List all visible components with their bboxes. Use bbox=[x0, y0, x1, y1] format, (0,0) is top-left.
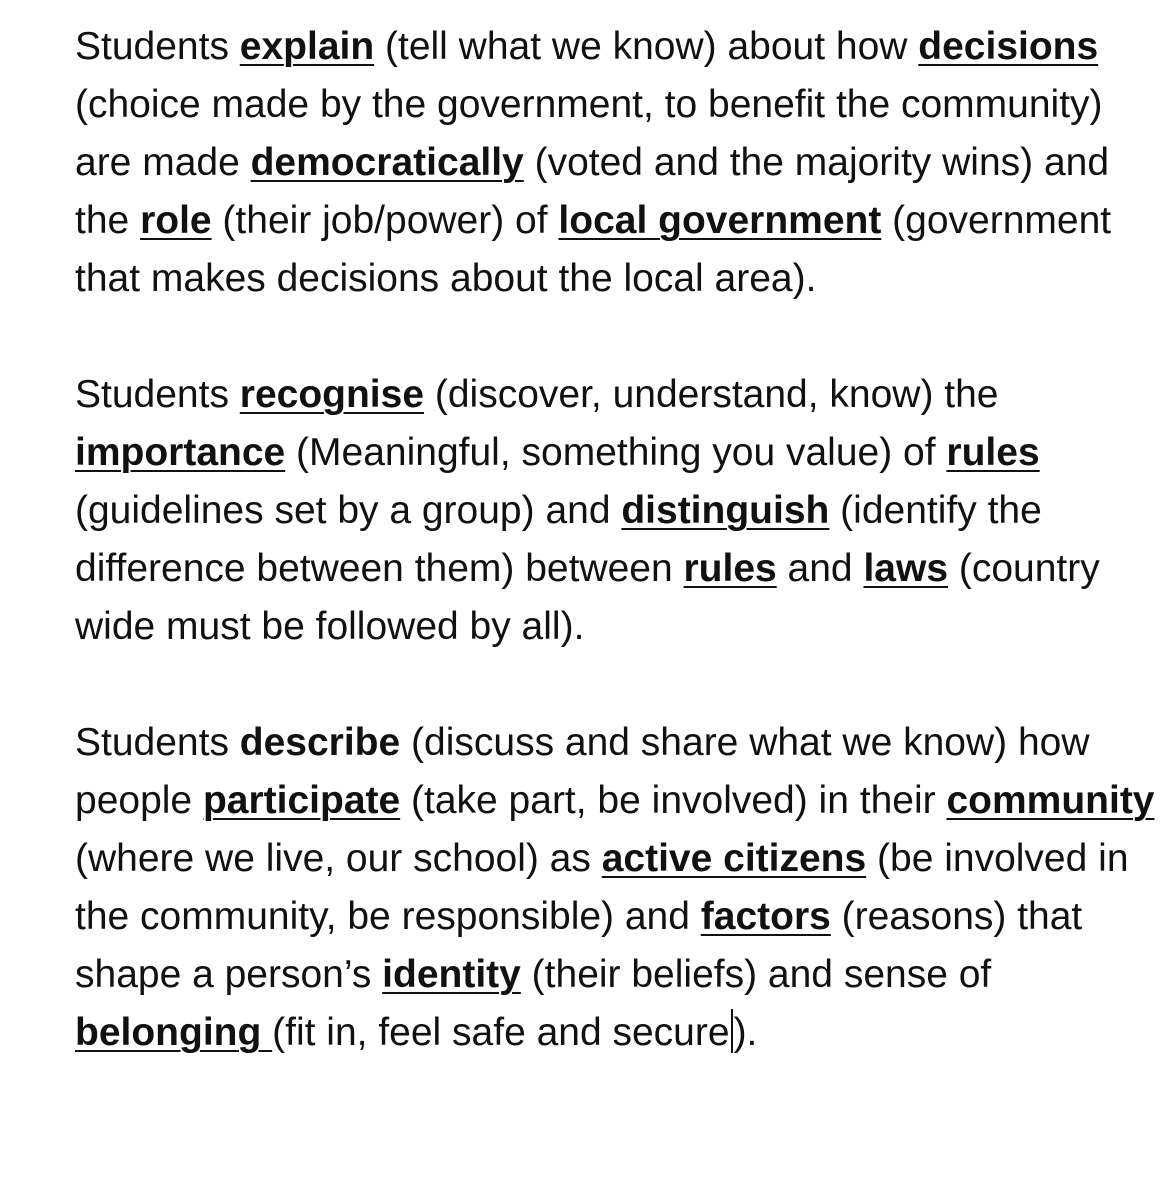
body-text: (fit in, feel safe and secure bbox=[272, 1011, 730, 1054]
body-text: (guidelines set by a group) and bbox=[75, 489, 622, 532]
key-term: rules bbox=[946, 431, 1040, 474]
text-cursor bbox=[731, 1009, 733, 1053]
key-term: local government bbox=[558, 199, 882, 242]
body-text: (government that makes decisions about the local area). bbox=[75, 199, 1112, 300]
body-text: Students bbox=[75, 721, 240, 764]
key-term: belonging bbox=[75, 1011, 273, 1054]
key-term: explain bbox=[239, 25, 375, 68]
body-text: (voted and the majority wins) and the bbox=[75, 141, 1110, 242]
key-term: factors bbox=[700, 895, 831, 938]
body-text: and bbox=[776, 547, 864, 590]
key-term: decisions bbox=[918, 25, 1099, 68]
body-text: (Meaningful, something you value) of bbox=[285, 431, 947, 474]
body-text: (reasons) that shape a person’s bbox=[75, 895, 1083, 996]
body-text: (where we live, our school) as bbox=[75, 837, 602, 880]
body-text: (be involved in the community, be responsible) and bbox=[75, 837, 1129, 938]
key-term: laws bbox=[863, 547, 949, 590]
body-text: (their job/power) of bbox=[211, 199, 559, 242]
body-text: (country wide must be followed by all). bbox=[75, 547, 1100, 648]
key-term: distinguish bbox=[621, 489, 830, 532]
body-text: (take part, be involved) in their bbox=[400, 779, 947, 822]
key-term: describe bbox=[239, 721, 401, 764]
paragraph-2[interactable] bbox=[75, 366, 1155, 656]
key-term: participate bbox=[202, 779, 401, 822]
body-text: (identify the difference between them) between bbox=[75, 489, 1042, 590]
body-text: (choice made by the government, to benefit the community) are made bbox=[75, 83, 1103, 184]
body-text: Students bbox=[75, 25, 240, 68]
paragraph-3[interactable] bbox=[75, 714, 1155, 1062]
body-text: (tell what we know) about how bbox=[374, 25, 919, 68]
body-text: (discover, understand, know) the bbox=[424, 373, 999, 416]
body-text: Students bbox=[75, 373, 240, 416]
document-body[interactable] bbox=[75, 18, 1155, 1062]
body-text: (discuss and share what we know) how people bbox=[75, 721, 1090, 822]
key-term: rules bbox=[683, 547, 777, 590]
body-text: (their beliefs) and sense of bbox=[520, 953, 992, 996]
paragraph-1[interactable] bbox=[75, 18, 1155, 308]
body-text: ). bbox=[733, 1011, 758, 1054]
key-term: active citizens bbox=[601, 837, 867, 880]
key-term: recognise bbox=[239, 373, 425, 416]
key-term: community bbox=[946, 779, 1155, 822]
key-term: role bbox=[140, 199, 212, 242]
key-term: importance bbox=[75, 431, 286, 474]
key-term: democratically bbox=[250, 141, 524, 184]
key-term: identity bbox=[382, 953, 521, 996]
